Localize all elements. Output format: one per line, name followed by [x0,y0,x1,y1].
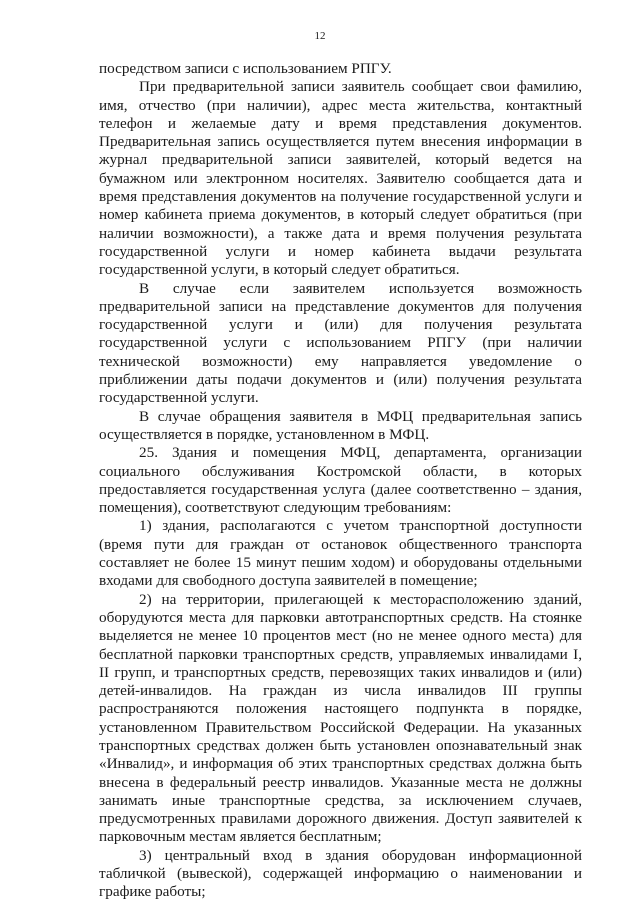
paragraph-preliminary-record: При предварительной записи заявитель сообщает свои фамилию, имя, отчество (при наличии), адрес места жительства, контактный телефон и желаемые дату и время представления документов. Предварительная запись осуществляется путем внесения информации в журнал предварительной записи заявителей, который ведется на бумажном или электронном носителях. Заявителю сообщается дата и время представления документов на получение государственной услуги и номер кабинета приема документов, в который следует обратиться (при наличии возможности), а также дата и время получения результата государственной услуги и номер кабинета выдачи результата государственной услуги, в который следует обратиться. [99,78,582,279]
page-number: 12 [314,30,326,42]
paragraph-subitem-2: 2) на территории, прилегающей к месторасположению зданий, оборудуются места для парковки автотранспортных средств. На стоянке выделяется не менее 10 процентов мест (но не менее одного места) для бесплатной парковки транспортных средств, управляемых инвалидами I, II групп, и транспортных средств, перевозящих таких инвалидов и (или) детей-инвалидов. На граждан из числа инвалидов III группы распространяются положения настоящего подпункта в порядке, установленном Правительством Российской Федерации. На указанных транспортных средствах должен быть установлен опознавательный знак «Инвалид», и информация об этих транспортных средствах должна быть внесена в федеральный реестр инвалидов. Указанные места не должны занимать иные транспортные средства, за исключением случаев, предусмотренных правилами дорожного движения. Доступ заявителей к парковочным местам является бесплатным; [99,590,582,846]
paragraph-subitem-1: 1) здания, располагаются с учетом транспортной доступности (время пути для граждан от остановок общественного транспорта составляет не более 15 минут пешим ходом) и оборудованы отдельными входами для свободного доступа заявителей в помещение; [99,517,582,590]
paragraph-subitem-3: 3) центральный вход в здания оборудован информационной табличкой (вывеской), содержащей информацию о наименовании и графике работы; [99,846,582,901]
document-body [99,60,582,902]
paragraph-mfc-record: В случае обращения заявителя в МФЦ предварительная запись осуществляется в порядке, установленном в МФЦ. [99,407,582,443]
paragraph-rpgu-notification: В случае если заявителем используется возможность предварительной записи на представление документов для получения государственной услуги и (или) для получения результата государственной услуги с использованием РПГУ (при наличии технической возможности) ему направляется уведомление о приближении даты подачи документов и (или) получения результата государственной услуги. [99,279,582,407]
paragraph-item-25: 25. Здания и помещения МФЦ, департамента, организации социального обслуживания Костромской области, в которых предоставляется государственная услуга (далее соответственно – здания, помещения), соответствуют следующим требованиям: [99,444,582,517]
paragraph-continuation: посредством записи с использованием РПГУ. [99,60,392,77]
